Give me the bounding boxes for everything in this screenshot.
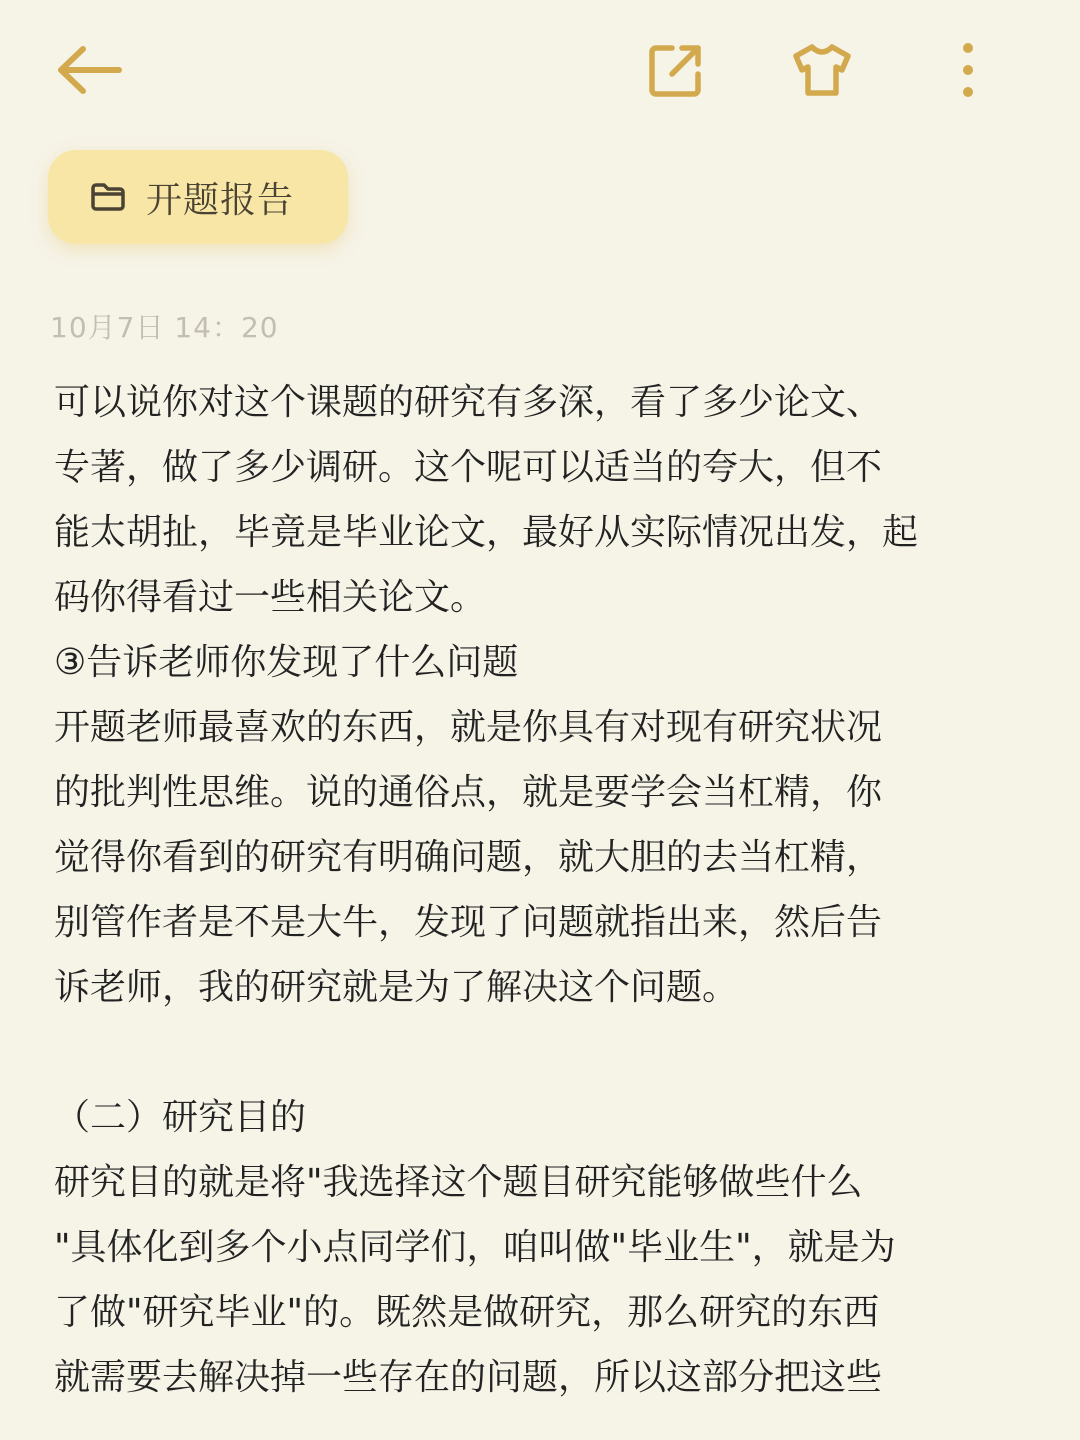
note-line: 能太胡扯，毕竟是毕业论文，最好从实际情况出发，起	[54, 512, 919, 553]
back-button[interactable]	[50, 30, 130, 110]
note-body[interactable]	[54, 370, 1044, 1410]
note-line: ③告诉老师你发现了什么问题	[54, 642, 519, 683]
tshirt-theme-icon	[790, 42, 854, 98]
note-line: （二）研究目的	[54, 1097, 307, 1138]
note-line: 研究目的就是将"我选择这个题目研究能够做些什么	[54, 1162, 863, 1203]
note-line: 就需要去解决掉一些存在的问题，所以这部分把这些	[54, 1357, 883, 1398]
note-line: "具体化到多个小点同学们，咱叫做"毕业生"，就是为	[54, 1227, 896, 1268]
note-timestamp: 10月7日 14：20	[50, 311, 279, 344]
note-line: 的批判性思维。说的通俗点，就是要学会当杠精，你	[54, 772, 883, 813]
note-blank-line	[54, 1020, 1044, 1085]
note-line: 诉老师，我的研究就是为了解决这个问题。	[54, 967, 739, 1008]
folder-icon	[90, 182, 126, 212]
note-line: 了做"研究毕业"的。既然是做研究，那么研究的东西	[54, 1292, 880, 1333]
share-button[interactable]	[636, 30, 716, 110]
note-line: 觉得你看到的研究有明确问题，就大胆的去当杠精，	[54, 837, 883, 878]
note-line: 码你得看过一些相关论文。	[54, 577, 487, 618]
note-line: 专著，做了多少调研。这个呢可以适当的夸大，但不	[54, 447, 883, 488]
arrow-left-icon	[55, 45, 125, 95]
more-options-button[interactable]	[928, 30, 1008, 110]
folder-label: 开题报告	[146, 179, 295, 221]
note-line: 可以说你对这个课题的研究有多深，看了多少论文、	[54, 382, 883, 423]
theme-button[interactable]	[782, 30, 862, 110]
more-vertical-icon	[958, 40, 978, 100]
folder-chip[interactable]	[48, 150, 348, 244]
note-line: 开题老师最喜欢的东西，就是你具有对现有研究状况	[54, 707, 883, 748]
share-export-icon	[646, 40, 706, 100]
note-line: 别管作者是不是大牛，发现了问题就指出来，然后告	[54, 902, 883, 943]
top-toolbar	[0, 0, 1080, 140]
